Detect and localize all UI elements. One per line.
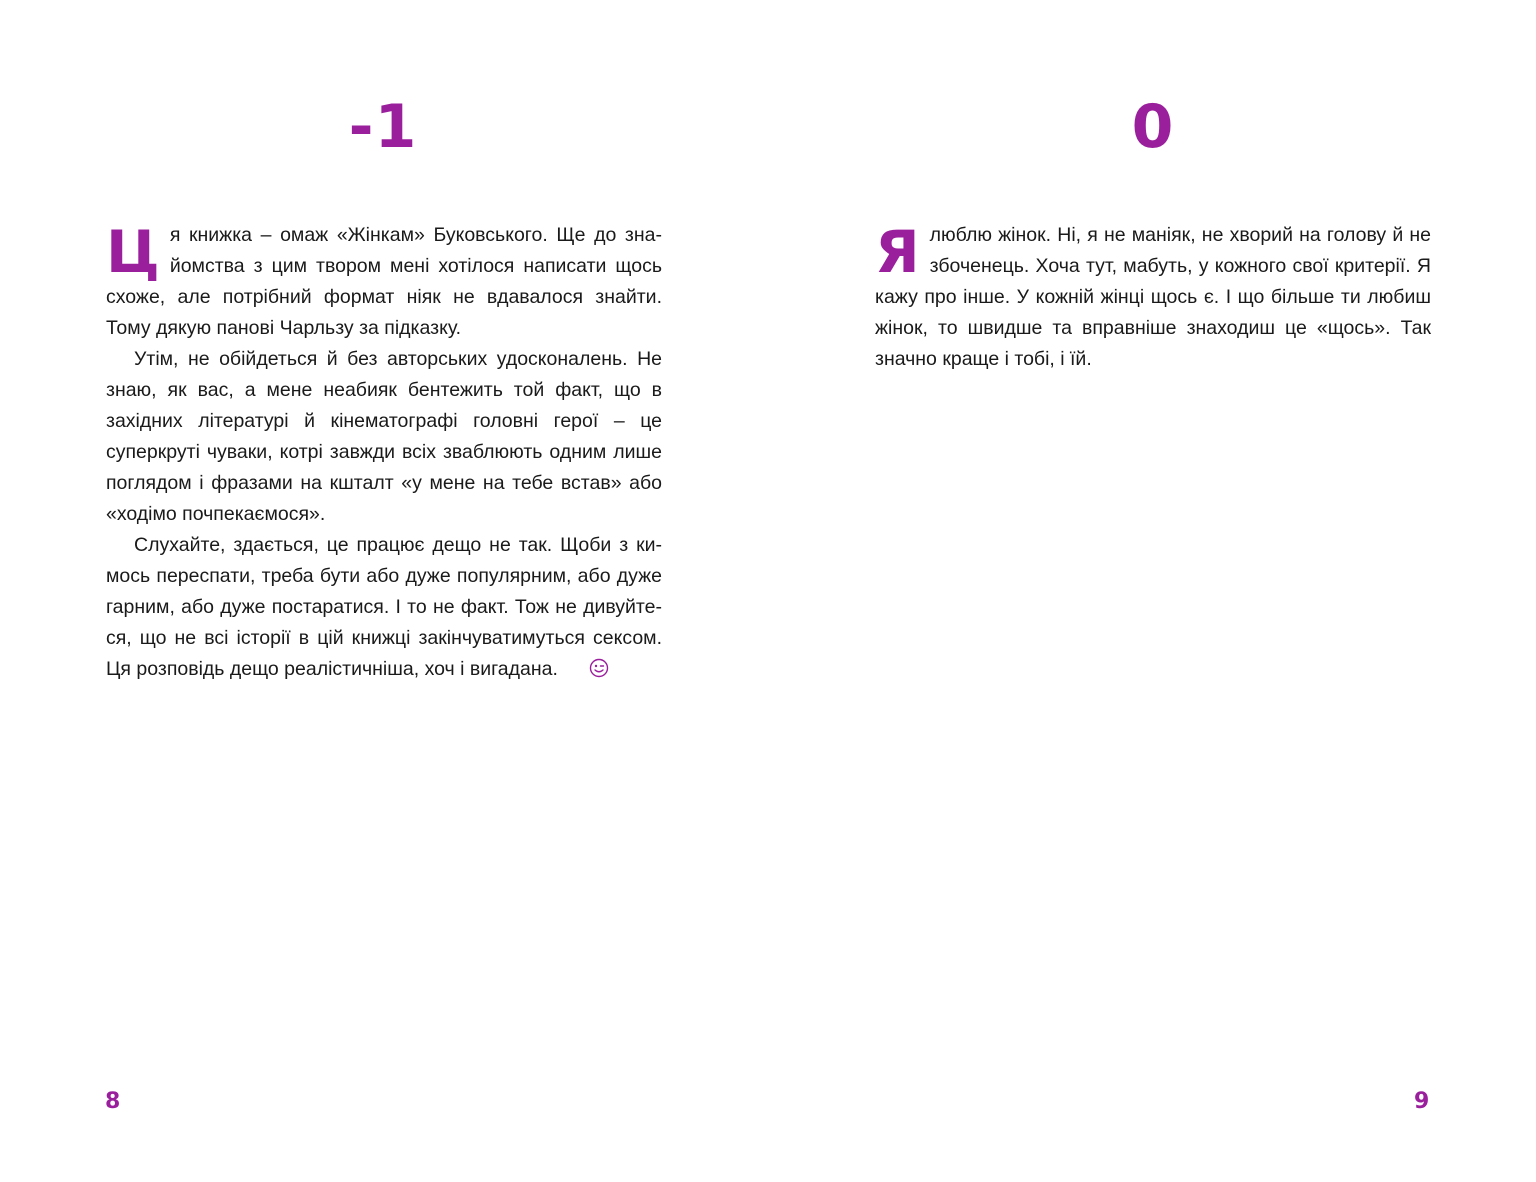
- page-number: 9: [1414, 1089, 1430, 1114]
- paragraph: [106, 344, 662, 530]
- chapter-body: [106, 220, 662, 685]
- paragraph: [106, 530, 662, 685]
- wink-emoji-icon: [561, 657, 581, 677]
- paragraph-text: Слухайте, здається, це працює дещо не так. Щоби з кимось переспати, треба бути або дуже популярним, або дуже гарним, або дуже постаратися. І то не факт. Тож не дивуйтеся, що не всі історії в цій книжці закінчуватимуться сексом. Ця розповідь дещо реалістичніша, хоч і вигадана.: [106, 534, 662, 680]
- right-page: [768, 0, 1536, 1182]
- paragraph-text: люблю жінок. Ні, я не маніяк, не хворий на голову й не збоченець. Хоча тут, мабуть, у кожного свої критерії. Я кажу про інше. У кожній жінці щось є. І що більше ти любиш жінок, то швидше та вправніше знаходиш це «щось». Так значно краще і тобі, і їй.: [875, 224, 1431, 370]
- paragraph: [875, 220, 1431, 375]
- chapter-number: -1: [348, 92, 418, 162]
- paragraph-text: я книжка – омаж «Жінкам» Буковського. Ще до знайомства з цим твором мені хотілося написати щось схоже, але потрібний формат ніяк не вдавалося знайти. Тому дякую панові Чарльзу за підказку.: [106, 224, 662, 339]
- drop-cap: Ц: [106, 218, 160, 286]
- paragraph-text: Утім, не обійдеться й без авторських удосконалень. Не знаю, як вас, а мене неабияк бентежить той факт, що в західних літературі й кінематографі головні герої – це суперкруті чуваки, котрі завжди всіх зваблюють одним лише поглядом і фразами на кшталт «у мене на тебе встав» або «ходімо почпекаємося».: [106, 348, 662, 525]
- drop-cap: Я: [875, 218, 920, 286]
- chapter-number: 0: [1131, 92, 1175, 162]
- page-number: 8: [105, 1089, 121, 1114]
- chapter-body: [875, 220, 1431, 375]
- paragraph: [106, 220, 662, 344]
